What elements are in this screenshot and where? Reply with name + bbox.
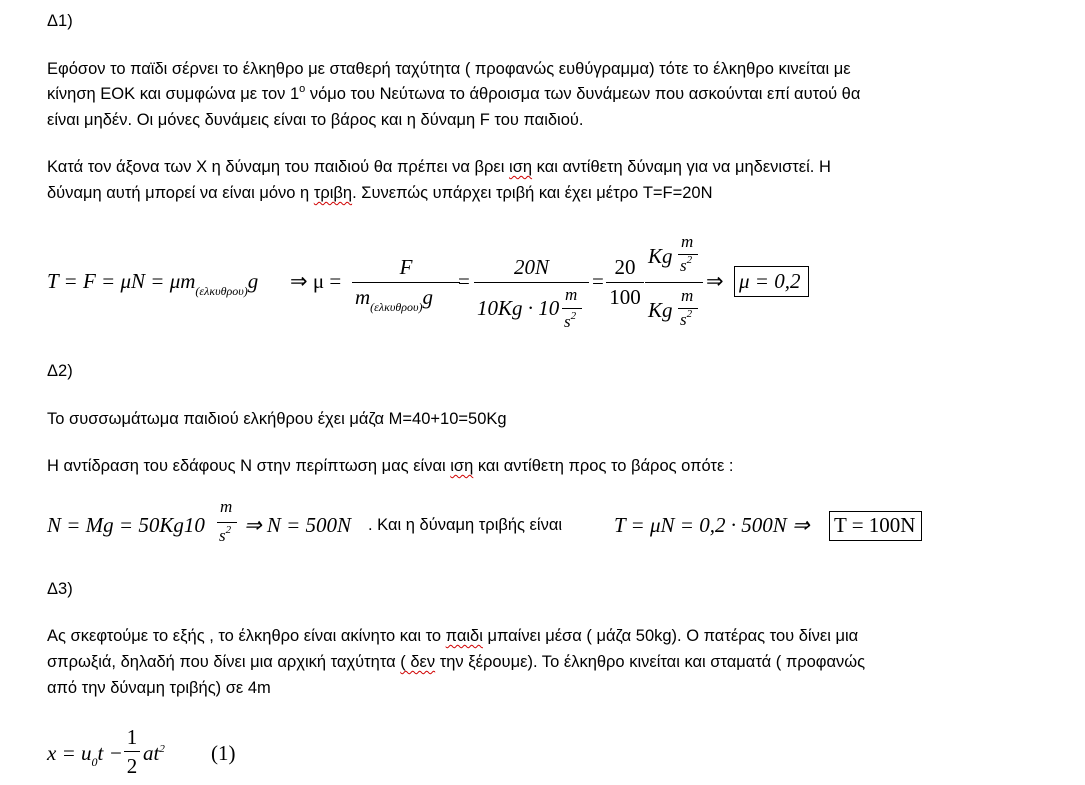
heading-d3: Δ3)	[47, 580, 73, 598]
spellcheck-word: παιδι	[445, 627, 483, 645]
eq2-frac-bar	[217, 522, 237, 523]
d2-paragraph2: Η αντίδραση του εδάφους N στην περίπτωση μας είναι ιση και αντίθετη προς το βάρος οπότε :	[47, 457, 734, 475]
d3-line1: Ας σκεφτούμε το εξής , το έλκηθρο είναι ακίνητο και το παιδι μπαίνει μέσα ( μάζα 50kg). Ο πατέρας του δίνει μια	[47, 627, 859, 645]
units-num-kg: Kg	[648, 244, 673, 268]
frac2-den-m: m	[565, 285, 578, 304]
heading-d2: Δ2)	[47, 362, 73, 380]
eq2-s: $s^2$	[219, 524, 232, 545]
frac3-bar	[606, 282, 644, 283]
frac1-num: F	[399, 255, 413, 279]
eq-equals-2: =	[592, 269, 604, 293]
d1-paragraph2-line1: Κατά τον άξονα των X η δύναμη του παιδιού θα πρέπει να βρει ιση και αντίθετη δύναμη για να μηδενιστεί. Η	[47, 158, 831, 176]
eq3-den: 2	[126, 754, 138, 778]
eq-lhs: $T = F = \mu N = \mu m_{(\varepsilon\lambda\kappa\upsilon\theta\rho o\upsilon)}g$	[47, 269, 259, 298]
d1-paragraph2-line2: δύναμη αυτή μπορεί να είναι μόνο η τριβη. Συνεπώς υπάρχει τριβή και έχει μέτρο T=F=20N	[47, 184, 713, 202]
units-num-s: $s^2$	[680, 254, 693, 275]
d1-paragraph1-line2: κίνηση ΕΟΚ και συμφώνα με τον $1^o$ νόμο του Νεύτωνα το άθροισμα των δυνάμεων που ασκούνται επί αυτού θα	[47, 83, 861, 103]
eq3-bar	[124, 751, 140, 752]
eq-arrow-mu: ⇒ μ =	[290, 269, 342, 293]
frac3-num: 20	[614, 255, 636, 279]
d1-paragraph1-line3: είναι μηδέν. Οι μόνες δυνάμεις είναι το βάρος και η δύναμη F του παιδιού.	[47, 111, 584, 129]
heading-d1: Δ1)	[47, 12, 73, 30]
frac2-bar	[474, 282, 589, 283]
units-den-s: $s^2$	[680, 308, 693, 329]
spellcheck-word: ιση	[450, 457, 474, 475]
eq3-part-c: $at^2$	[143, 741, 165, 765]
spellcheck-word: ιση	[509, 158, 533, 176]
spellcheck-word: τριβη	[313, 184, 353, 202]
eq2-part-a: N = Mg = 50Kg10	[47, 513, 205, 537]
eq2-text: . Και η δύναμη τριβής είναι	[368, 516, 563, 534]
frac1-bar	[352, 282, 460, 283]
eq3-part-a: $x = u_0t$ −	[47, 741, 123, 769]
units-den-m: m	[681, 286, 694, 305]
units-num-m: m	[681, 232, 694, 251]
result-mu: μ = 0,2	[739, 269, 801, 293]
spellcheck-word: ( δεν	[400, 653, 436, 671]
frac2-num: 20N	[513, 255, 549, 279]
d1-paragraph1-line1: Εφόσον το παϊδι σέρνει το έλκηθρο με σταθερή ταχύτητα ( προφανώς ευθύγραμμα) τότε το έλκηθρο κινείται με	[47, 60, 851, 78]
frac2-inner-bar	[562, 308, 582, 309]
eq-equals-1: =	[458, 269, 470, 293]
units-den-kg: Kg	[648, 298, 673, 322]
d2-paragraph1: Το συσσωμάτωμα παιδιού ελκήθρου έχει μάζα Μ=40+10=50Kg	[47, 410, 507, 428]
frac2-den-text: 10Kg · 10	[477, 296, 560, 320]
eq3-label: (1)	[211, 741, 236, 765]
d3-line2: σπρωξιά, δηλαδή που δίνει μια αρχική ταχύτητα ( δεν την ξέρουμε). Το έλκηθρο κινείται και σταματά ( προφανώς	[47, 653, 866, 671]
d3-line3: από την δύναμη τριβής) σε 4m	[47, 679, 271, 697]
units-main-bar	[645, 282, 703, 283]
frac1-den: $m_{(\varepsilon\lambda\kappa\upsilon\theta\rho o\upsilon)}g$	[355, 285, 434, 314]
eq-arrow-2: ⇒	[706, 269, 724, 293]
superscript: ο	[299, 83, 306, 95]
frac3-den: 100	[609, 285, 641, 309]
frac2-den-s: $s^2$	[564, 310, 577, 331]
eq2-m: m	[220, 497, 233, 516]
eq3-num: 1	[126, 725, 138, 749]
eq2-part-c: T = μN = 0,2 · 500N ⇒	[614, 513, 810, 537]
result-friction: T = 100N	[834, 513, 916, 537]
eq2-part-b: ⇒ N = 500N	[244, 513, 352, 537]
